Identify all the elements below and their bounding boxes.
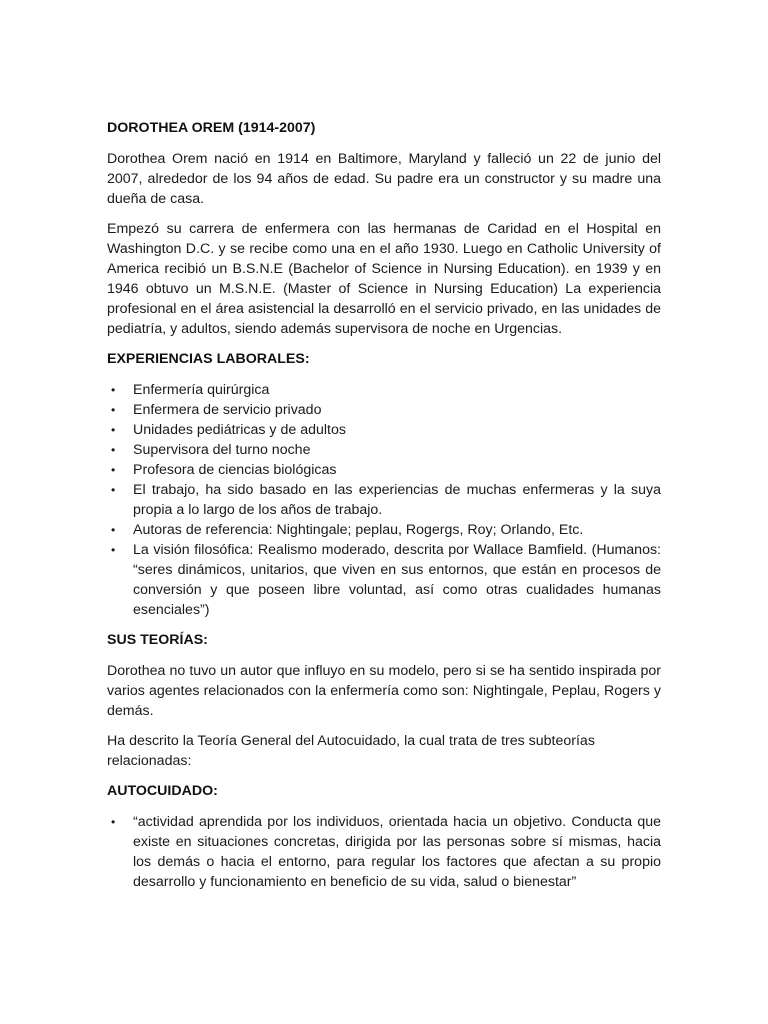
bullet-icon: • bbox=[111, 543, 116, 557]
teorias-heading: SUS TEORÍAS: bbox=[107, 632, 208, 648]
list-item: • Enfermería quirúrgica bbox=[111, 382, 270, 398]
document-page bbox=[107, 118, 661, 902]
intro-paragraph-2: Empezó su carrera de enfermera con las hermanas de Caridad en el Hospital en Washington D.C. y se recibe como una en el año 1930. Luego en Catholic University of America recibió un B.S.N.E (Bachelor of Science in Nursing Education). en 1939 y en 1946 obtuvo un M.S.N.E. (Master of Science in Nursing Education) La experiencia profesional en el área asistencial la desarrolló en el servicio privado, en las unidades de pediatría, y adultos, siendo además supervisora de noche en Urgencias. bbox=[107, 221, 661, 337]
experiencias-list bbox=[107, 380, 661, 620]
intro-paragraph-1: Dorothea Orem nació en 1914 en Baltimore, Maryland y falleció un 22 de junio del 2007, alrededor de los 94 años de edad. Su padre era un constructor y su madre una dueña de casa. bbox=[107, 151, 661, 207]
bullet-icon: • bbox=[111, 463, 116, 477]
bullet-icon: • bbox=[111, 523, 116, 537]
list-item: • El trabajo, ha sido basado en las experiencias de muchas enfermeras y la suya propia a lo largo de los años de trabajo. bbox=[111, 482, 661, 518]
bullet-icon: • bbox=[111, 423, 116, 437]
bullet-icon: • bbox=[111, 483, 116, 497]
bullet-icon: • bbox=[111, 403, 116, 417]
bullet-icon: • bbox=[111, 815, 116, 829]
list-item: • Profesora de ciencias biológicas bbox=[111, 462, 337, 478]
document-title: DOROTHEA OREM (1914-2007) bbox=[107, 120, 316, 136]
experiencias-heading: EXPERIENCIAS LABORALES: bbox=[107, 351, 310, 367]
bullet-icon: • bbox=[111, 383, 116, 397]
list-item: • Enfermera de servicio privado bbox=[111, 402, 322, 418]
teorias-paragraph-2: Ha descrito la Teoría General del Autocuidado, la cual trata de tres subteorías relacionadas: bbox=[107, 733, 595, 769]
bullet-icon: • bbox=[111, 443, 116, 457]
list-item: • La visión filosófica: Realismo moderado, descrita por Wallace Bamfield. (Humanos: “seres dinámicos, unitarios, que viven en sus entornos, que están en procesos de conversión y que poseen libre voluntad, así como otras cualidades humanas esenciales”) bbox=[111, 542, 661, 618]
list-item: • Unidades pediátricas y de adultos bbox=[111, 422, 346, 438]
list-item: • “actividad aprendida por los individuos, orientada hacia un objetivo. Conducta que existe en situaciones concretas, dirigida por las personas sobre sí mismas, hacia los demás o hacia el entorno, para regular los factores que afectan a su propio desarrollo y funcionamiento en beneficio de su vida, salud o bienestar” bbox=[111, 814, 661, 890]
teorias-paragraph-1: Dorothea no tuvo un autor que influyo en su modelo, pero si se ha sentido inspirada por varios agentes relacionados con la enfermería como son: Nightingale, Peplau, Rogers y demás. bbox=[107, 663, 661, 719]
list-item: • Supervisora del turno noche bbox=[111, 442, 311, 458]
list-item: • Autoras de referencia: Nightingale; peplau, Rogergs, Roy; Orlando, Etc. bbox=[111, 522, 584, 538]
autocuidado-heading: AUTOCUIDADO: bbox=[107, 783, 218, 799]
autocuidado-list bbox=[107, 812, 661, 892]
